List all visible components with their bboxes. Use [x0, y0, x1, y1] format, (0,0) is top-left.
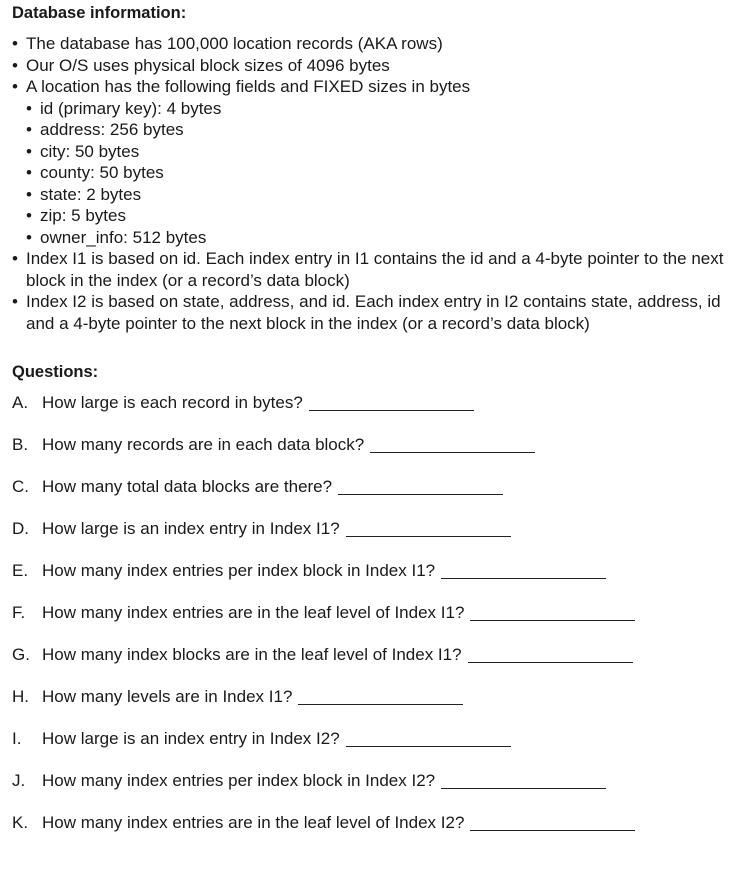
database-info-heading: Database information: [12, 4, 187, 22]
question-d [12, 517, 741, 559]
bullet-item: • The database has 100,000 location records (AKA rows) [12, 33, 741, 55]
field-item: • city: 50 bytes [12, 141, 741, 163]
question-letter: J. [12, 771, 26, 790]
question-f [12, 601, 741, 643]
question-text: How large is each record in bytes? [42, 393, 303, 412]
field-item: • address: 256 bytes [12, 119, 741, 141]
question-g [12, 643, 741, 685]
questions-heading: Questions: [12, 363, 99, 381]
question-letter: H. [12, 687, 29, 706]
bullet-item [12, 76, 741, 248]
question-letter: F. [12, 603, 26, 622]
question-text: How many index blocks are in the leaf level of Index I1? [42, 645, 462, 664]
question-text: How many records are in each data block? [42, 435, 365, 454]
question-text: How large is an index entry in Index I2? [42, 729, 340, 748]
answer-blank[interactable] [346, 730, 511, 747]
questions-list [12, 391, 741, 853]
field-item: • zip: 5 bytes [12, 205, 741, 227]
field-item: • owner_info: 512 bytes [12, 227, 741, 249]
answer-blank[interactable] [468, 646, 633, 663]
question-h [12, 685, 741, 727]
answer-blank[interactable] [338, 478, 503, 495]
field-item: • county: 50 bytes [12, 162, 741, 184]
question-letter: I. [12, 729, 22, 748]
question-c [12, 475, 741, 517]
question-text: How many levels are in Index I1? [42, 687, 293, 706]
question-i [12, 727, 741, 769]
question-text: How large is an index entry in Index I1? [42, 519, 340, 538]
question-text: How many index entries per index block in Index I1? [42, 561, 436, 580]
answer-blank[interactable] [298, 688, 463, 705]
question-letter: G. [12, 645, 30, 664]
question-letter: C. [12, 477, 29, 496]
database-info-list [12, 33, 741, 334]
question-b [12, 433, 741, 475]
fields-intro: A location has the following fields and FIXED sizes in bytes [26, 77, 471, 96]
question-j [12, 769, 741, 811]
question-text: How many index entries are in the leaf level of Index I1? [42, 603, 465, 622]
field-item: • state: 2 bytes [12, 184, 741, 206]
question-letter: D. [12, 519, 29, 538]
answer-blank[interactable] [441, 772, 606, 789]
question-letter: K. [12, 813, 29, 832]
question-a [12, 391, 741, 433]
question-text: How many index entries per index block in Index I2? [42, 771, 436, 790]
index-i2-description: • Index I2 is based on state, address, and id. Each index entry in I2 contains state, address, id and a 4-byte pointer to the next block in the index (or a record’s data block) [12, 291, 741, 334]
question-text: How many total data blocks are there? [42, 477, 333, 496]
question-letter: A. [12, 393, 29, 412]
answer-blank[interactable] [346, 520, 511, 537]
bullet-item: • Our O/S uses physical block sizes of 4096 bytes [12, 55, 741, 77]
question-letter: E. [12, 561, 29, 580]
index-i1-description: • Index I1 is based on id. Each index entry in I1 contains the id and a 4-byte pointer to the next block in the index (or a record’s data block) [12, 248, 741, 291]
question-letter: B. [12, 435, 29, 454]
answer-blank[interactable] [370, 436, 535, 453]
field-item: • id (primary key): 4 bytes [12, 98, 741, 120]
field-list [12, 98, 741, 249]
answer-blank[interactable] [309, 394, 474, 411]
question-e [12, 559, 741, 601]
answer-blank[interactable] [470, 604, 635, 621]
answer-blank[interactable] [470, 814, 635, 831]
answer-blank[interactable] [441, 562, 606, 579]
question-text: How many index entries are in the leaf level of Index I2? [42, 813, 465, 832]
question-k [12, 811, 741, 853]
